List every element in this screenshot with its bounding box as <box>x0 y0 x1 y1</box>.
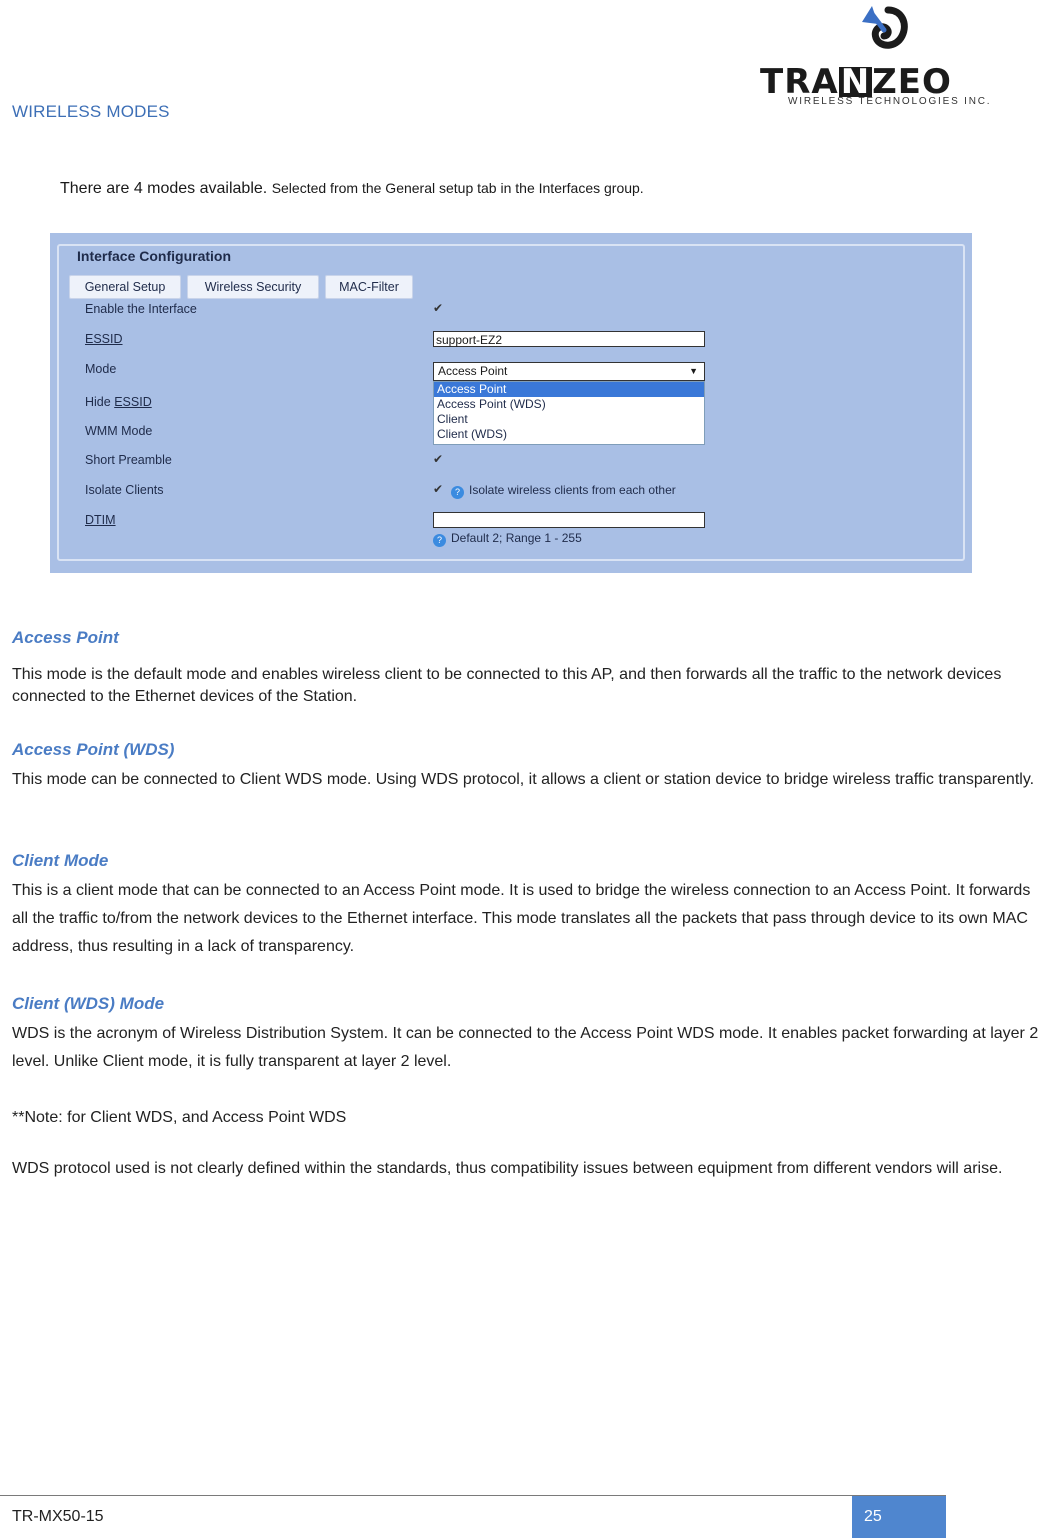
isolate-clients-checkbox[interactable]: ✔ <box>433 482 444 496</box>
footer-divider <box>0 1495 946 1496</box>
label-short-preamble: Short Preamble <box>85 453 172 467</box>
short-preamble-checkbox[interactable]: ✔ <box>433 452 444 466</box>
dtim-field[interactable] <box>433 512 705 528</box>
dtim-help-text: Default 2; Range 1 - 255 <box>451 531 582 545</box>
text-client-wds-mode: WDS is the acronym of Wireless Distribution System. It can be connected to the Access Point WDS mode. It enables packet forwarding at layer 2 level. Unlike Client mode, it is fully transparent at layer 2 level. <box>12 1025 1039 1070</box>
label-wmm-mode: WMM Mode <box>85 424 153 438</box>
interface-config-screenshot <box>50 233 972 573</box>
label-dtim[interactable]: DTIM <box>85 513 116 527</box>
note-text: WDS protocol used is not clearly defined within the standards, thus compatibility issues between equipment from different vendors will arise. <box>12 1160 1003 1177</box>
help-icon: ? <box>433 534 446 547</box>
isolate-help-text: Isolate wireless clients from each other <box>469 483 676 497</box>
chevron-down-icon: ▼ <box>689 366 698 376</box>
interface-config-fieldset <box>57 244 965 561</box>
help-icon: ? <box>451 486 464 499</box>
fieldset-legend: Interface Configuration <box>73 248 235 264</box>
text-client-mode: This is a client mode that can be connected to an Access Point mode. It is used to bridge the wireless connection to an Access Point. It forwards all the traffic to/from the network devices to the Ethernet interface. This mode translates all the packets that pass through device to its own MAC address, thus resulting in a lack of transparency. <box>12 882 1031 955</box>
note-heading: **Note: for Client WDS, and Access Point WDS <box>12 1109 347 1126</box>
logo-wordmark: TRANZEO <box>760 62 952 102</box>
tab-wireless-security[interactable]: Wireless Security <box>187 275 319 299</box>
essid-field[interactable]: support-EZ2 <box>433 331 705 347</box>
mode-option-access-point-wds[interactable]: Access Point (WDS) <box>437 397 546 411</box>
text-access-point-wds: This mode can be connected to Client WDS mode. Using WDS protocol, it allows a client or station device to bridge wireless traffic transparently. <box>12 771 1035 788</box>
label-hide-essid: Hide ESSID <box>85 395 152 409</box>
intro-main: There are 4 modes available. <box>60 180 268 197</box>
intro-sub: Selected from the General setup tab in the Interfaces group. <box>271 180 644 196</box>
mode-select[interactable] <box>433 362 705 381</box>
label-essid[interactable]: ESSID <box>85 332 123 346</box>
heading-access-point-wds: Access Point (WDS) <box>12 740 175 759</box>
intro-text <box>60 180 644 198</box>
dtim-help <box>433 531 582 547</box>
section-title: WIRELESS MODES <box>12 102 170 121</box>
tab-general-setup[interactable]: General Setup <box>69 275 181 299</box>
hide-essid-link[interactable]: ESSID <box>114 395 152 409</box>
isolate-help <box>451 483 676 499</box>
tab-mac-filter[interactable]: MAC-Filter <box>325 275 413 299</box>
logo-mark-icon <box>858 4 918 60</box>
page-number: 25 <box>852 1496 946 1538</box>
enable-interface-checkbox[interactable]: ✔ <box>433 301 444 315</box>
heading-client-wds-mode: Client (WDS) Mode <box>12 994 165 1013</box>
label-enable-interface: Enable the Interface <box>85 302 197 316</box>
mode-selected-value: Access Point <box>438 364 508 378</box>
heading-client-mode: Client Mode <box>12 851 109 870</box>
mode-option-client[interactable]: Client <box>437 412 468 426</box>
mode-option-access-point[interactable]: Access Point <box>434 382 704 397</box>
company-logo <box>760 4 1010 108</box>
label-mode: Mode <box>85 362 117 376</box>
logo-subtitle: WIRELESS TECHNOLOGIES INC. <box>788 96 992 107</box>
document-id: TR-MX50-15 <box>12 1508 104 1525</box>
text-access-point: This mode is the default mode and enables wireless client to be connected to this AP, and then forwards all the traffic to the network devices connected to the Ethernet devices of the Station. <box>12 666 1002 705</box>
label-isolate-clients: Isolate Clients <box>85 483 164 497</box>
heading-access-point: Access Point <box>12 628 119 647</box>
mode-option-client-wds[interactable]: Client (WDS) <box>437 427 508 441</box>
mode-dropdown-list <box>433 381 705 445</box>
